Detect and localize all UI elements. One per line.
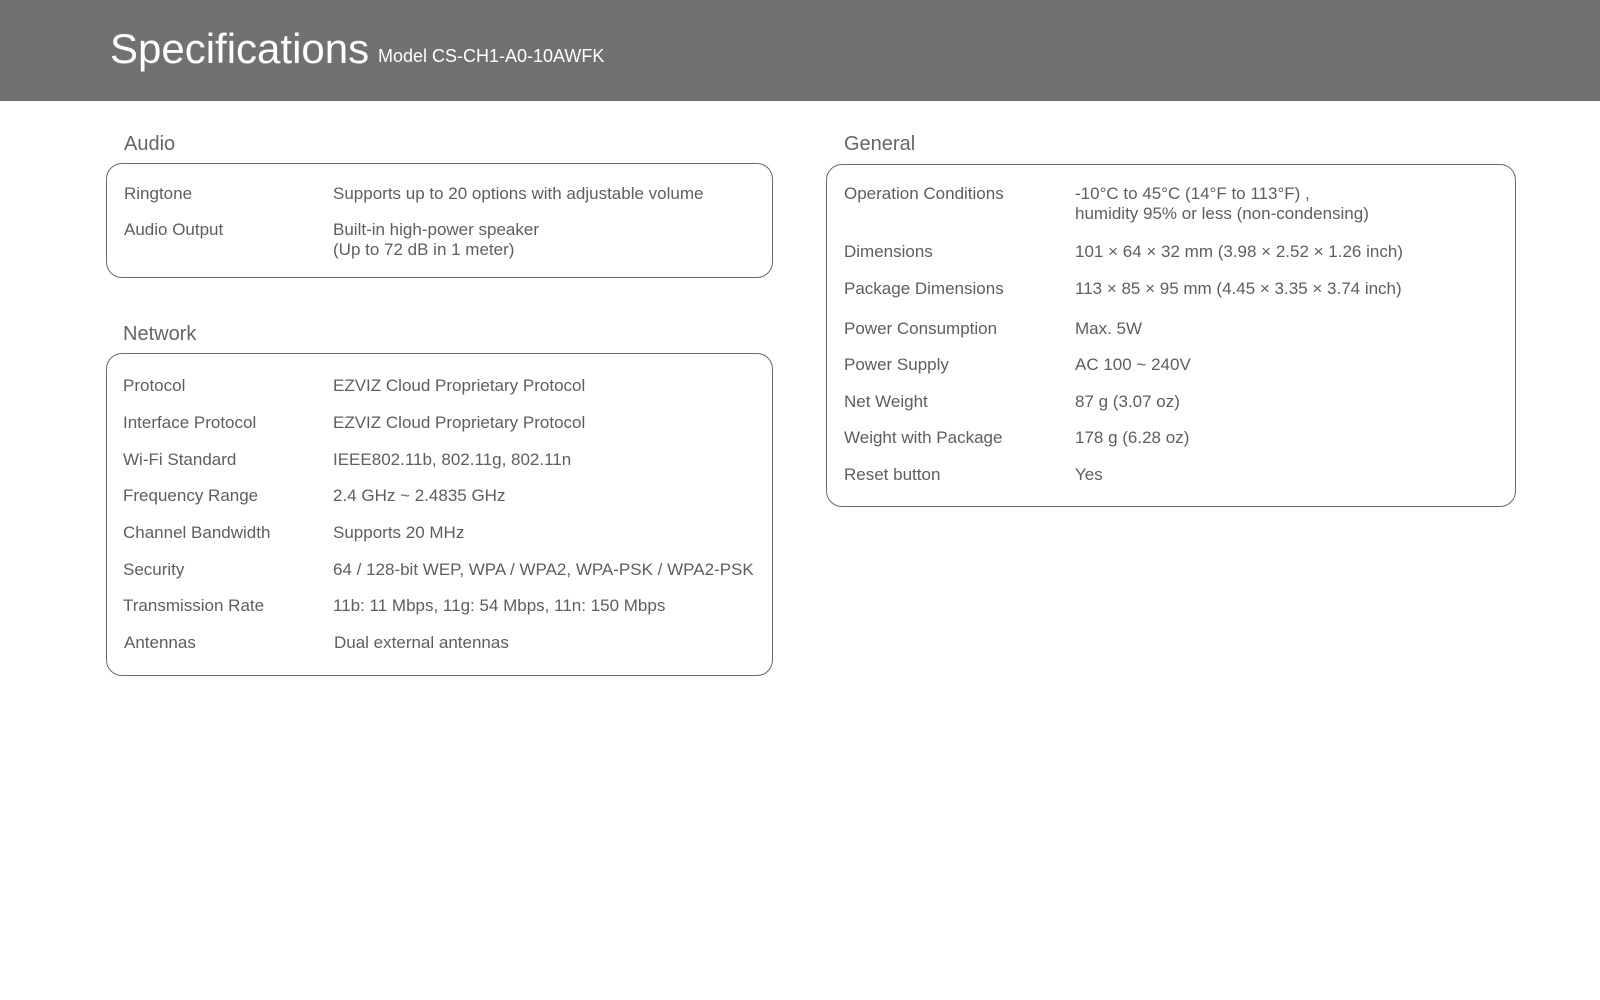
network-spec-value: 11b: 11 Mbps, 11g: 54 Mbps, 11n: 150 Mbps [333, 596, 666, 615]
general-spec-value: 178 g (6.28 oz) [1075, 428, 1190, 447]
general-spec-value-line2: humidity 95% or less (non-condensing) [1075, 204, 1369, 223]
audio-section-title: Audio [124, 133, 176, 155]
general-spec-label: Dimensions [844, 242, 933, 261]
network-spec-value: IEEE802.11b, 802.11g, 802.11n [333, 450, 572, 469]
model-number: Model CS-CH1-A0-10AWFK [378, 46, 605, 66]
network-spec-label: Security [123, 560, 185, 579]
network-spec-label: Interface Protocol [123, 413, 257, 432]
network-spec-label: Frequency Range [123, 486, 259, 505]
network-spec-value: 64 / 128-bit WEP, WPA / WPA2, WPA-PSK / WPA2-PSK [333, 560, 754, 579]
network-spec-value: Dual external antennas [334, 633, 509, 652]
audio-spec-value: Built-in high-power speaker [333, 220, 539, 239]
general-spec-label: Weight with Package [844, 428, 1003, 447]
network-section-title: Network [123, 323, 197, 345]
header-bar [0, 0, 1600, 101]
general-section-title: General [844, 133, 916, 155]
audio-spec-value: Supports up to 20 options with adjustable volume [333, 184, 704, 203]
general-spec-value: AC 100 ~ 240V [1075, 355, 1191, 374]
general-spec-label: Power Consumption [844, 319, 998, 338]
network-spec-label: Transmission Rate [123, 596, 265, 615]
general-spec-value: Max. 5W [1075, 319, 1143, 338]
general-spec-label: Package Dimensions [844, 279, 1004, 298]
general-spec-value: -10°C to 45°C (14°F to 113°F) , [1075, 184, 1310, 203]
general-spec-label: Reset button [844, 465, 941, 484]
network-spec-box [106, 353, 773, 676]
network-spec-value: EZVIZ Cloud Proprietary Protocol [333, 413, 586, 432]
network-spec-label: Antennas [124, 633, 196, 652]
general-spec-value: 113 × 85 × 95 mm (4.45 × 3.35 × 3.74 inch) [1075, 279, 1402, 298]
page-title: Specifications [110, 25, 370, 72]
audio-spec-label: Audio Output [124, 220, 224, 239]
network-spec-label: Protocol [123, 376, 186, 395]
general-spec-label: Net Weight [844, 392, 928, 411]
network-spec-label: Channel Bandwidth [123, 523, 271, 542]
audio-spec-value-line2: (Up to 72 dB in 1 meter) [333, 240, 515, 259]
network-spec-value: EZVIZ Cloud Proprietary Protocol [333, 376, 586, 395]
network-spec-value: 2.4 GHz ~ 2.4835 GHz [333, 486, 506, 505]
general-spec-value: 87 g (3.07 oz) [1075, 392, 1180, 411]
general-spec-label: Operation Conditions [844, 184, 1004, 203]
network-spec-value: Supports 20 MHz [333, 523, 465, 542]
general-spec-label: Power Supply [844, 355, 949, 374]
general-spec-value: Yes [1075, 465, 1103, 484]
network-spec-label: Wi-Fi Standard [123, 450, 237, 469]
audio-spec-label: Ringtone [124, 184, 193, 203]
general-spec-value: 101 × 64 × 32 mm (3.98 × 2.52 × 1.26 inch) [1075, 242, 1403, 261]
